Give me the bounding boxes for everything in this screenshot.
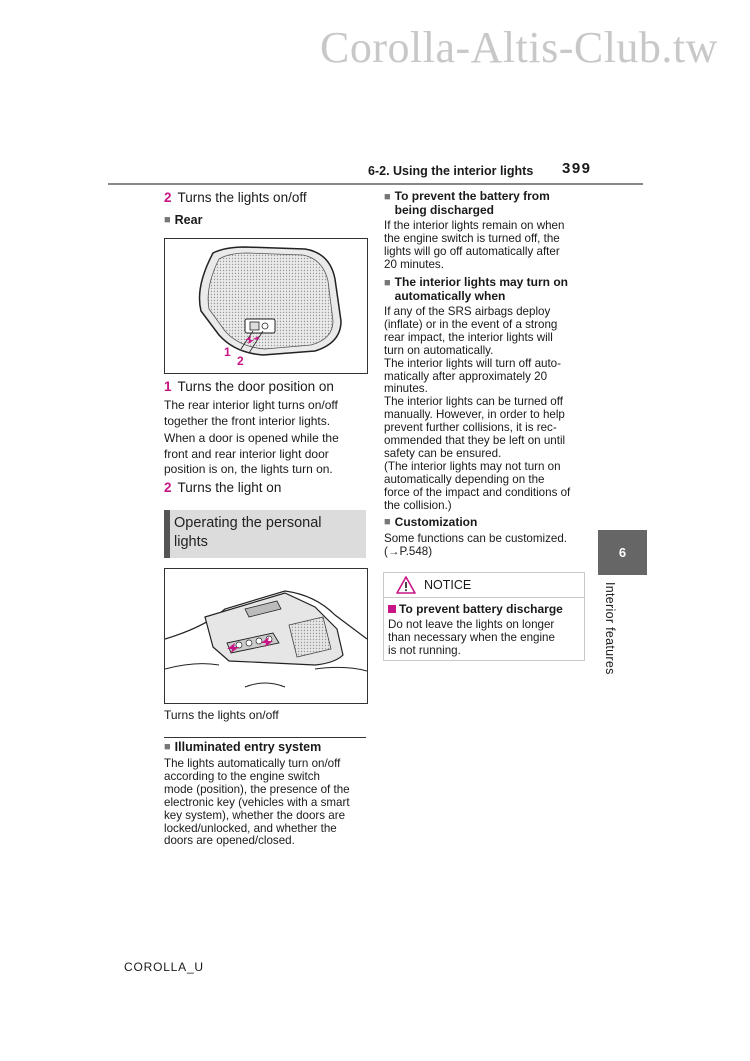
step-text: Turns the lights on/off (177, 190, 307, 205)
figure-label-1: 1 (224, 345, 231, 359)
rear-dome-light-illustration (165, 239, 367, 373)
illuminated-entry-paragraph: The lights automatically turn on/off according to the engine switch mode (position), the presence of the electronic key (vehicles with a smart key system), whether the doors are locked/unlocked, and whether the doors are opened/closed. (164, 757, 350, 848)
customization-heading: ■ Customization (384, 515, 478, 529)
personal-caption: Turns the lights on/off (164, 708, 279, 722)
rear-heading: ■ Rear (164, 213, 203, 227)
step-number: 2 (164, 190, 172, 205)
battery-heading: ■ To prevent the battery from being discharged (384, 189, 550, 217)
overhead-console-illustration (165, 569, 367, 703)
square-bullet-icon: ■ (384, 191, 391, 203)
square-bullet-icon: ■ (164, 214, 171, 226)
section-title: 6-2. Using the interior lights (368, 164, 534, 178)
step-rear-1: 1 Turns the door position on (164, 379, 334, 394)
footer-model: COROLLA_U (124, 960, 204, 974)
figure-label-2: 2 (237, 354, 244, 368)
square-bullet-icon: ■ (164, 741, 171, 753)
step-rear-2: 2 Turns the light on (164, 480, 282, 495)
rear-paragraph-1: The rear interior light turns on/off together the front interior lights. (164, 398, 338, 428)
step-front-2 (164, 189, 307, 207)
divider (164, 737, 366, 738)
auto-on-heading: ■ The interior lights may turn on automatically when (384, 275, 568, 303)
notice-box (383, 572, 585, 661)
page-reference-link[interactable]: (→P.548) (384, 544, 433, 558)
square-bullet-icon: ■ (384, 277, 391, 289)
notice-title: NOTICE (424, 578, 472, 592)
page-number: 399 (562, 160, 592, 177)
notice-header (384, 573, 584, 598)
auto-on-paragraph: If any of the SRS airbags deploy (inflate) or in the event of a strong rear impact, the interior lights will turn on automatically. The interior lights will turn off auto- matically after approximately 20 minutes. The interior lights can be turned off manually. However, in order to help prevent further collisions, it is rec- ommended that they be left on until safety can be ensured. (The interior lights may not turn on automatically depending on the force of the impact and conditions of the collision.) (384, 305, 571, 512)
battery-paragraph: If the interior lights remain on when the engine switch is turned off, the lights will go off automatically after 20 minutes. (384, 219, 565, 271)
chapter-tab[interactable]: 6 (598, 530, 647, 575)
personal-lights-heading: Operating the personal lights (164, 510, 366, 558)
customization-paragraph: Some functions can be customized. (→P.548) (384, 532, 568, 558)
header-divider (108, 183, 643, 185)
notice-subheading: To prevent battery discharge (388, 602, 584, 616)
personal-lights-figure (164, 568, 368, 704)
warning-triangle-icon (396, 576, 416, 594)
watermark: Corolla-Altis-Club.tw (320, 23, 718, 72)
chapter-label: Interior features (603, 582, 617, 675)
rear-light-figure (164, 238, 368, 374)
magenta-square-icon (388, 605, 396, 613)
square-bullet-icon: ■ (384, 516, 391, 528)
notice-paragraph: Do not leave the lights on longer than necessary when the engine is not running. (388, 618, 555, 657)
rear-paragraph-2: When a door is opened while the front and rear interior light door position is on, the lights turn on. (164, 431, 339, 476)
illuminated-entry-heading: ■ Illuminated entry system (164, 740, 322, 754)
